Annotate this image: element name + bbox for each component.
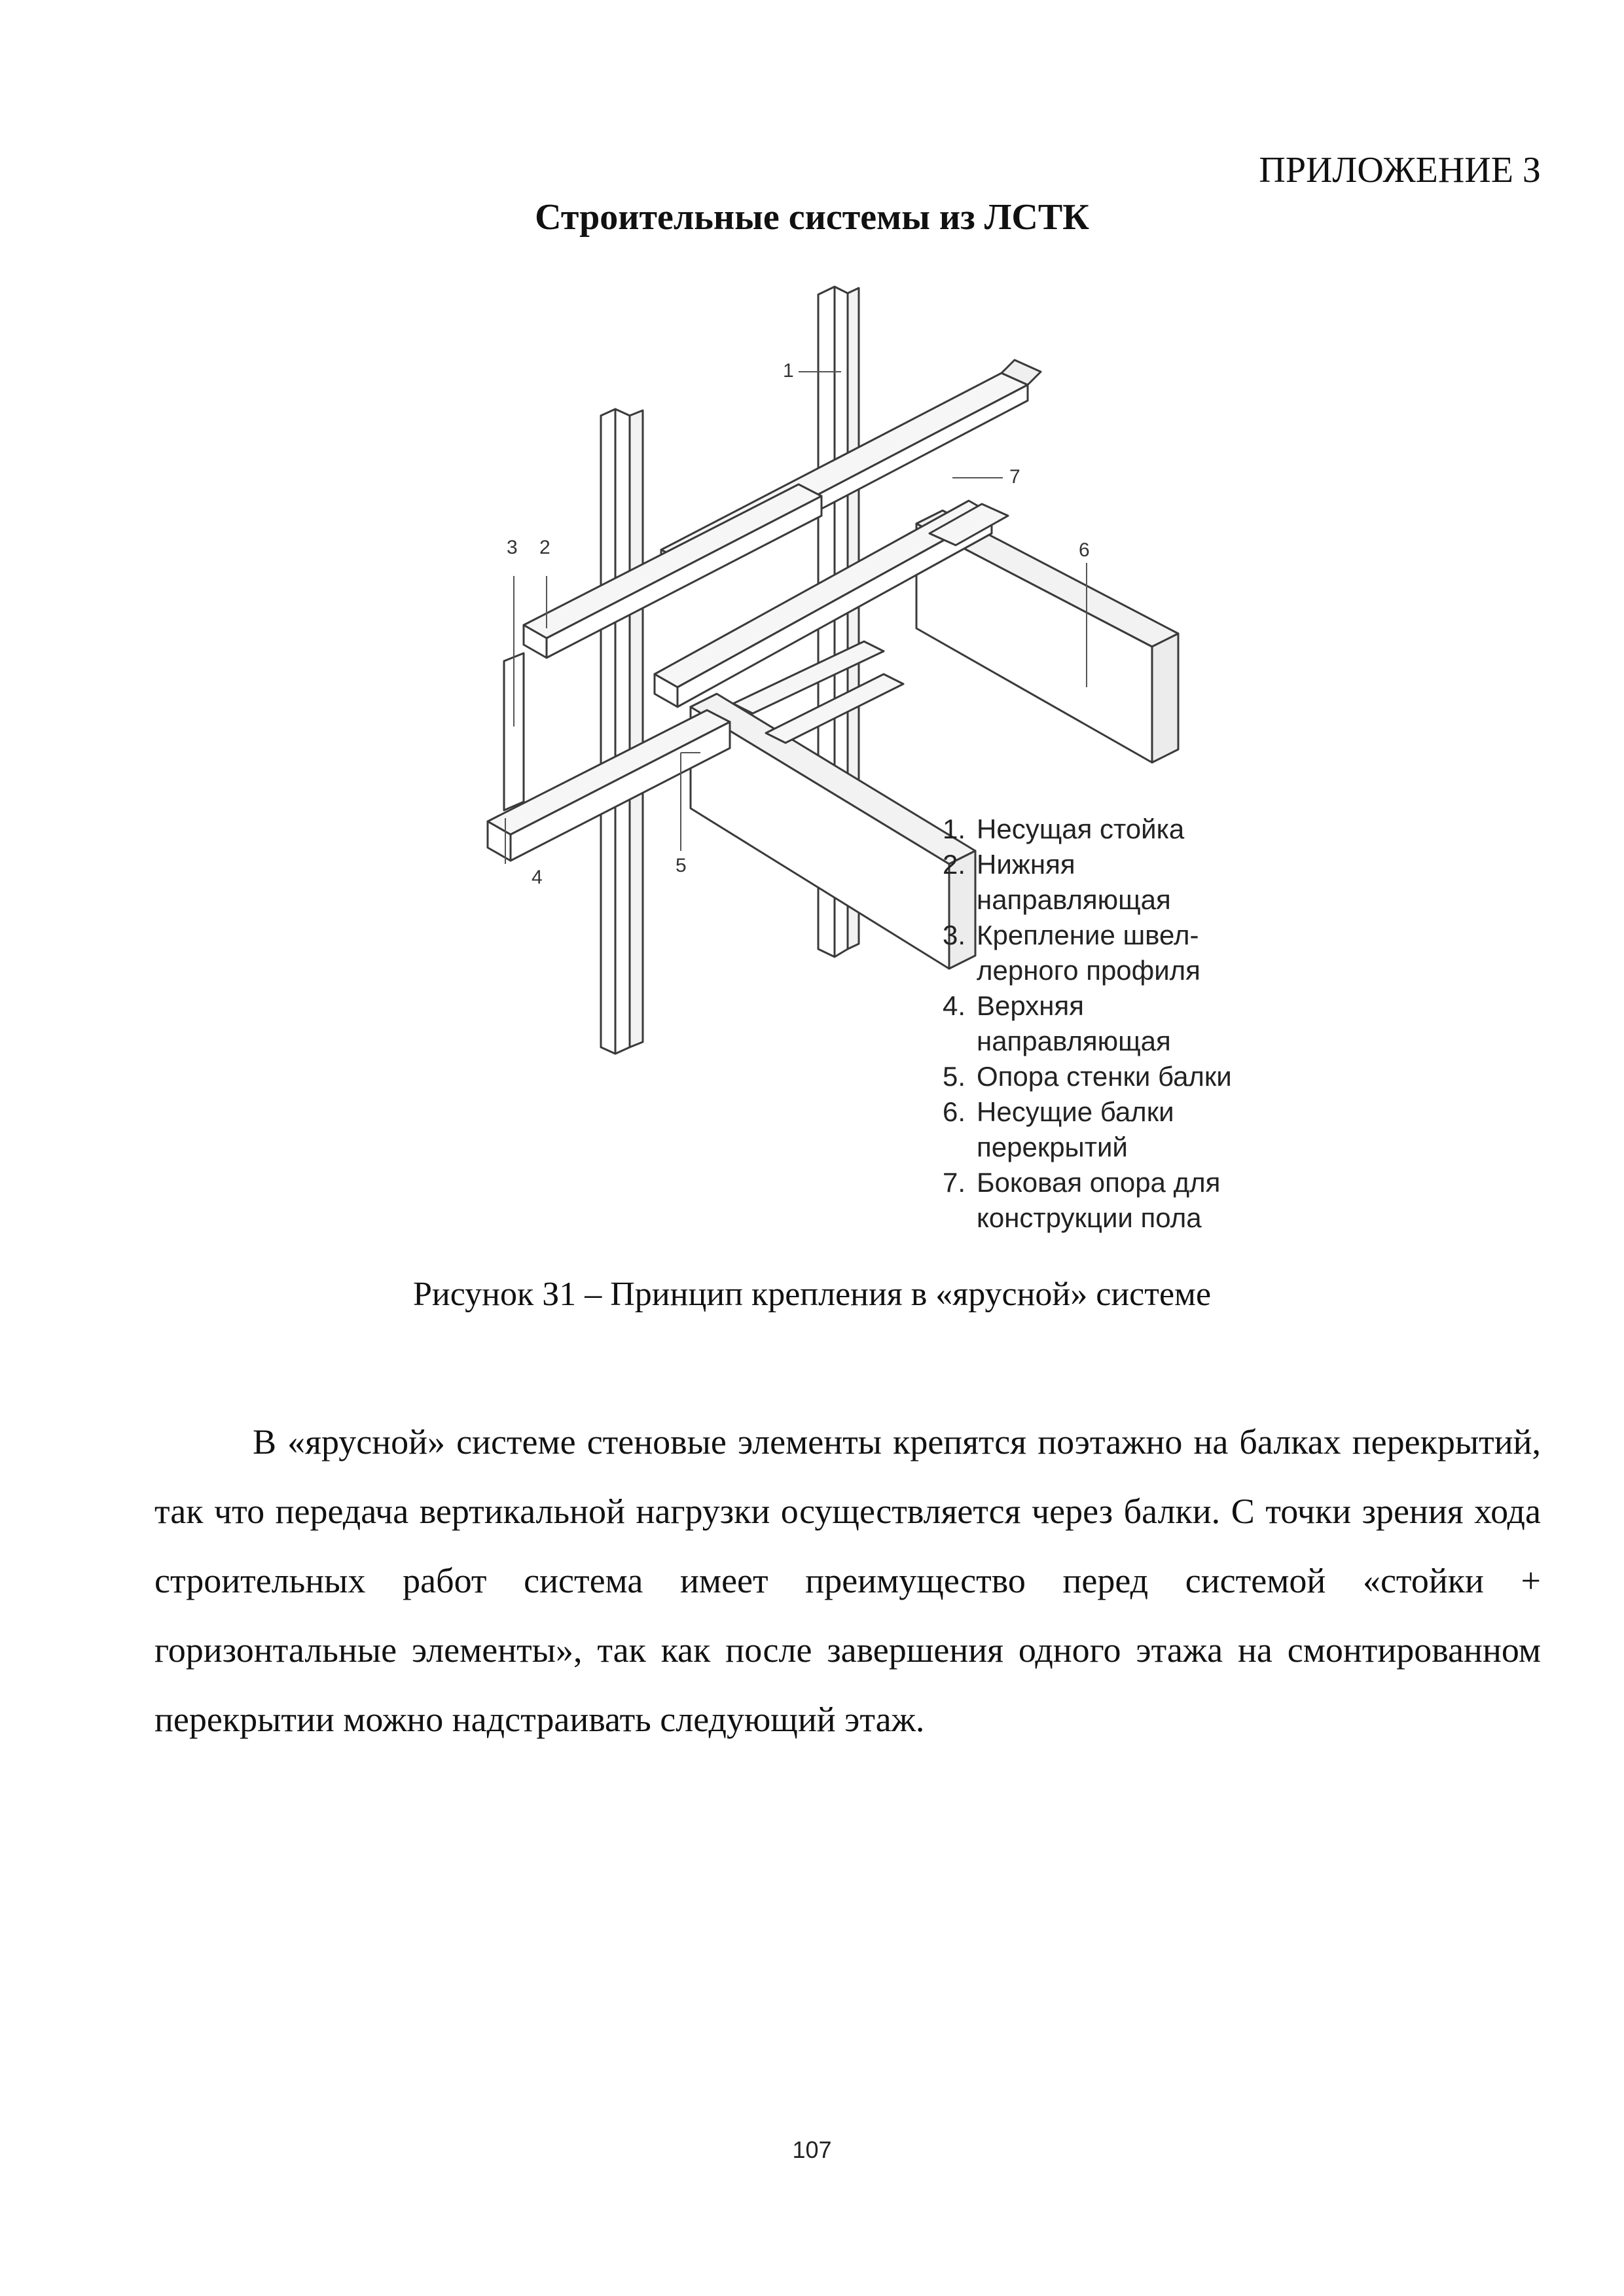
- page-number: 107: [792, 2136, 832, 2163]
- callout-5: 5: [676, 855, 687, 876]
- legend-number: 1.: [943, 814, 966, 844]
- legend-item: [943, 918, 1335, 988]
- callout-4: 4: [532, 867, 543, 888]
- body-paragraph: В «ярусной» системе стеновые элементы крепятся поэтажно на балках перекрытий, так что передача вертикальной нагрузки осуществляется через балки. С точки зрения хода строительных работ система имеет преимущество перед системой «стойки + горизонтальные элементы», так как после завершения одного этажа на смонтированном перекрытии можно надстраивать следующий этаж.: [154, 1422, 1541, 1739]
- legend-text: Опора стенки балки: [977, 1061, 1232, 1092]
- legend-number: 7.: [943, 1167, 966, 1198]
- callout-3: 3: [507, 537, 518, 558]
- legend-number: 3.: [943, 920, 966, 950]
- legend-item: [943, 847, 1335, 918]
- legend-text: Боковая опора для конструкции пола: [977, 1167, 1221, 1233]
- callout-7: 7: [1009, 466, 1020, 488]
- legend-text: Нижняя направляющая: [977, 849, 1171, 915]
- legend-item: [943, 1094, 1335, 1165]
- legend-text: Несущая стойка: [977, 814, 1185, 844]
- callout-6: 6: [1079, 539, 1090, 561]
- appendix-label: ПРИЛОЖЕНИЕ З: [1259, 150, 1541, 190]
- legend-number: 6.: [943, 1096, 966, 1127]
- stud-left: [601, 409, 643, 1054]
- legend-item: [943, 1059, 1335, 1094]
- legend-item: [943, 1165, 1335, 1236]
- legend-item: [943, 988, 1335, 1059]
- legend-number: 5.: [943, 1061, 966, 1092]
- figure-caption: Рисунок З1 – Принцип крепления в «ярусной» системе: [412, 1276, 1212, 1313]
- legend-text: Несущие балки перекрытий: [977, 1096, 1174, 1162]
- legend-number: 4.: [943, 990, 966, 1021]
- figure-legend: [943, 812, 1335, 1236]
- callout-2: 2: [539, 537, 550, 558]
- legend-number: 2.: [943, 849, 966, 880]
- callout-1: 1: [783, 360, 794, 382]
- legend-text: Крепление швел- лерного профиля: [977, 920, 1200, 986]
- page-title: Строительные системы из ЛСТК: [535, 197, 1089, 238]
- legend-item: [943, 812, 1335, 847]
- legend-text: Верхняя направляющая: [977, 990, 1171, 1056]
